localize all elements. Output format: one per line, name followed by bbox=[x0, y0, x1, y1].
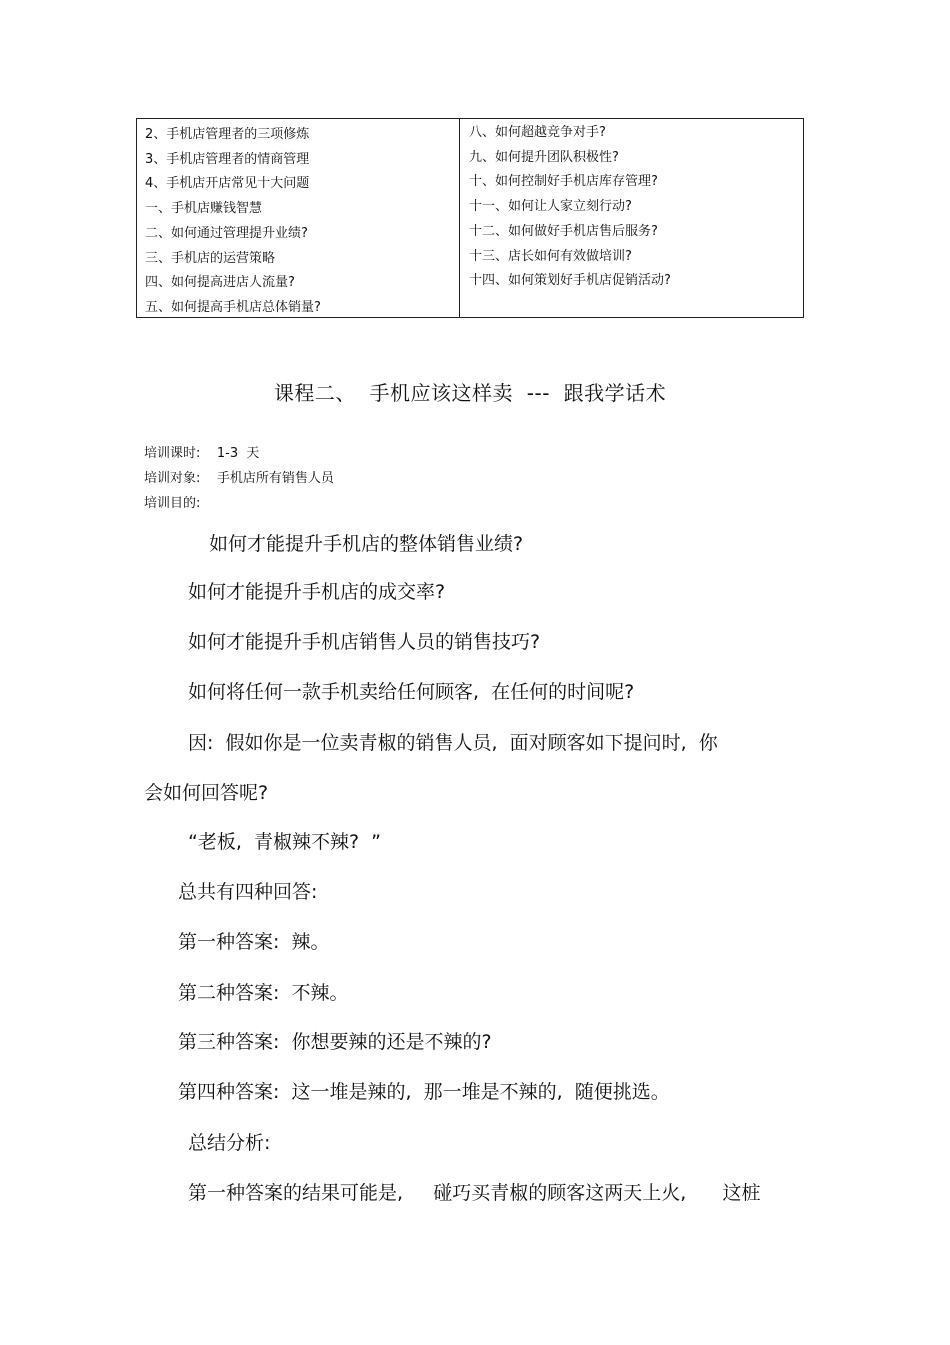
body-paragraph: 如何才能提升手机店的成交率? bbox=[188, 581, 446, 603]
outline-item: 四、如何提高进店人流量? bbox=[145, 275, 295, 291]
body-paragraph: 第一种答案的结果可能是, 碰巧买青椒的顾客这两天上火, 这桩 bbox=[188, 1182, 761, 1204]
course-outline-table bbox=[136, 118, 804, 318]
quoted-question: “老板, 青椒辣不辣? ” bbox=[188, 831, 381, 853]
outline-item: 十四、如何策划好手机店促销活动? bbox=[469, 273, 671, 289]
outline-item: 3、手机店管理者的情商管理 bbox=[145, 151, 310, 167]
outline-item: 一、手机店赚钱智慧 bbox=[145, 201, 263, 217]
course-title: 课程二、 手机应该这样卖 --- 跟我学话术 bbox=[273, 381, 667, 405]
training-duration: 培训课时: 1-3 天 bbox=[144, 446, 260, 461]
outline-item: 4、手机店开店常见十大问题 bbox=[145, 176, 310, 192]
body-paragraph: 如何才能提升手机店的整体销售业绩? bbox=[209, 533, 524, 555]
body-paragraph: 总共有四种回答: bbox=[178, 881, 318, 903]
outline-right-column bbox=[460, 119, 803, 317]
outline-item: 2、手机店管理者的三项修炼 bbox=[145, 127, 310, 142]
outline-item: 八、如何超越竞争对手? bbox=[469, 125, 606, 140]
outline-item: 三、手机店的运营策略 bbox=[145, 250, 276, 266]
body-paragraph: 如何才能提升手机店销售人员的销售技巧? bbox=[188, 631, 541, 653]
answer-line: 第四种答案: 这一堆是辣的, 那一堆是不辣的, 随便挑选。 bbox=[178, 1081, 670, 1103]
outline-item: 十一、如何让人家立刻行动? bbox=[469, 199, 632, 215]
body-paragraph: 会如何回答呢? bbox=[144, 782, 269, 804]
outline-item: 十三、店长如何有效做培训? bbox=[469, 248, 632, 264]
outline-item: 五、如何提高手机店总体销量? bbox=[145, 299, 321, 315]
outline-item: 十二、如何做好手机店售后服务? bbox=[469, 223, 658, 239]
answer-line: 第一种答案: 辣。 bbox=[178, 931, 330, 953]
answer-line: 第二种答案: 不辣。 bbox=[178, 982, 349, 1004]
training-audience: 培训对象: 手机店所有销售人员 bbox=[144, 471, 334, 486]
outline-item: 十、如何控制好手机店库存管理? bbox=[469, 174, 658, 190]
body-paragraph: 如何将任何一款手机卖给任何顾客, 在任何的时间呢? bbox=[188, 681, 635, 703]
outline-left-column bbox=[137, 119, 460, 317]
outline-item: 九、如何提升团队积极性? bbox=[469, 149, 619, 165]
answer-line: 第三种答案: 你想要辣的还是不辣的? bbox=[178, 1031, 492, 1053]
outline-item: 二、如何通过管理提升业绩? bbox=[145, 225, 308, 241]
body-paragraph: 因: 假如你是一位卖青椒的销售人员, 面对顾客如下提问时, 你 bbox=[188, 732, 718, 754]
section-heading: 总结分析: bbox=[188, 1132, 271, 1154]
training-goal-label: 培训目的: bbox=[144, 496, 201, 511]
